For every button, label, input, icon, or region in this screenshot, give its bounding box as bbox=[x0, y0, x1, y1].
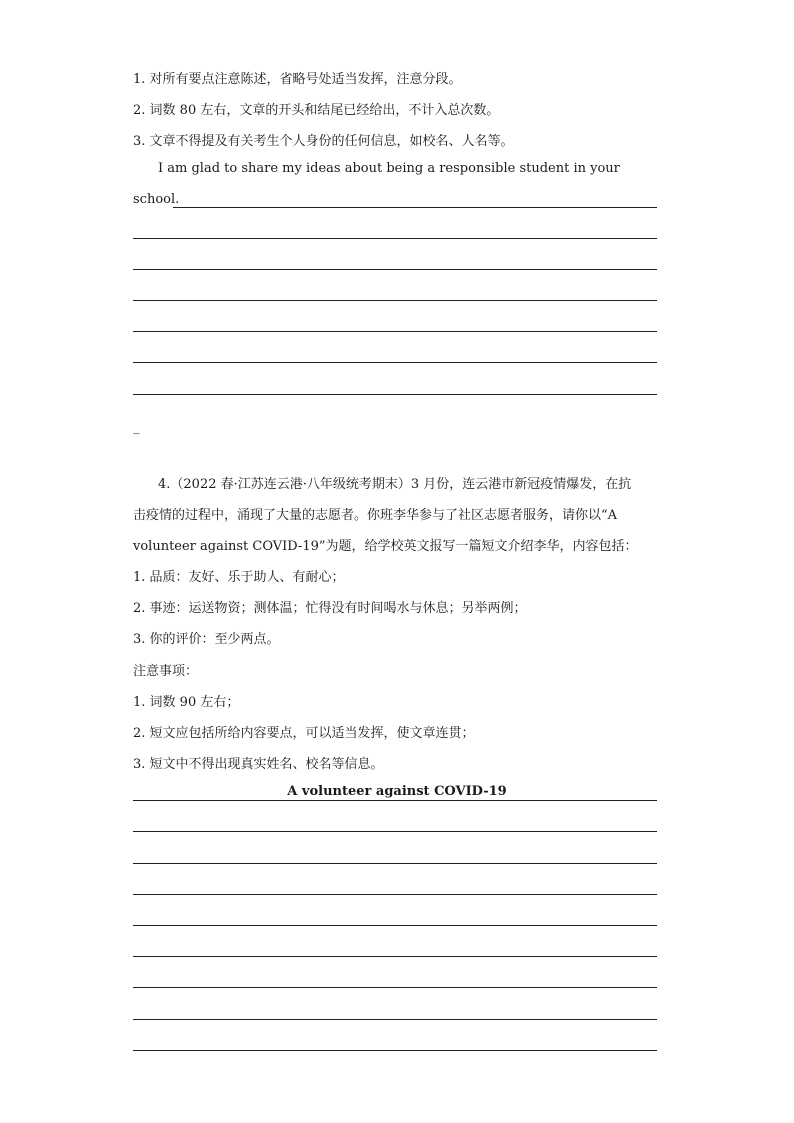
writing-line[interactable] bbox=[173, 207, 657, 208]
content-item-1: 1. 品质：友好、乐于助人、有耐心； bbox=[133, 570, 345, 585]
writing-line[interactable] bbox=[133, 331, 657, 332]
writing-line[interactable] bbox=[133, 863, 657, 864]
requirement-2: 2. 词数 80 左右，文章的开头和结尾已经给出，不计入总次数。 bbox=[133, 103, 500, 118]
writing-line[interactable] bbox=[133, 987, 657, 988]
writing-line[interactable] bbox=[133, 956, 657, 957]
writing-line[interactable] bbox=[133, 894, 657, 895]
question-4-line-1: 4.（2022 春·江苏连云港·八年级统考期末）3 月份，连云港市新冠疫情爆发，在抗 bbox=[158, 477, 632, 492]
content-item-3: 3. 你的评价：至少两点。 bbox=[133, 632, 280, 647]
writing-line[interactable] bbox=[133, 394, 657, 395]
notes-heading: 注意事项： bbox=[133, 664, 199, 679]
writing-line[interactable] bbox=[133, 362, 657, 363]
note-3: 3. 短文中不得出现真实姓名、校名等信息。 bbox=[133, 757, 384, 772]
writing-line[interactable] bbox=[133, 300, 657, 301]
note-1: 1. 词数 90 左右； bbox=[133, 695, 240, 710]
writing-line[interactable] bbox=[133, 269, 657, 270]
requirement-3: 3. 文章不得提及有关考生个人身份的任何信息，如校名、人名等。 bbox=[133, 134, 514, 149]
requirement-1: 1. 对所有要点注意陈述，省略号处适当发挥，注意分段。 bbox=[133, 72, 462, 87]
question-4-line-2: 击疫情的过程中，涌现了大量的志愿者。你班李华参与了社区志愿者服务，请你以“A bbox=[133, 508, 618, 523]
writing-line[interactable] bbox=[133, 1019, 657, 1020]
writing-line[interactable] bbox=[133, 800, 657, 801]
writing-line[interactable] bbox=[133, 1050, 657, 1051]
note-2: 2. 短文应包括所给内容要点，可以适当发挥，使文章连贯； bbox=[133, 726, 475, 741]
writing-line[interactable] bbox=[133, 238, 657, 239]
writing-line[interactable] bbox=[133, 831, 657, 832]
essay-opening-cont: school. bbox=[133, 192, 180, 207]
essay-title: A volunteer against COVID-19 bbox=[287, 784, 507, 799]
writing-line[interactable] bbox=[133, 925, 657, 926]
essay-opening: I am glad to share my ideas about being a responsible student in your bbox=[158, 161, 620, 176]
end-mark: _ bbox=[133, 420, 140, 435]
question-4-line-3: volunteer against COVID-19”为题，给学校英文报写一篇短文介绍李华，内容包括： bbox=[133, 539, 638, 554]
content-item-2: 2. 事迹：运送物资；测体温；忙得没有时间喝水与休息；另举两例； bbox=[133, 601, 527, 616]
